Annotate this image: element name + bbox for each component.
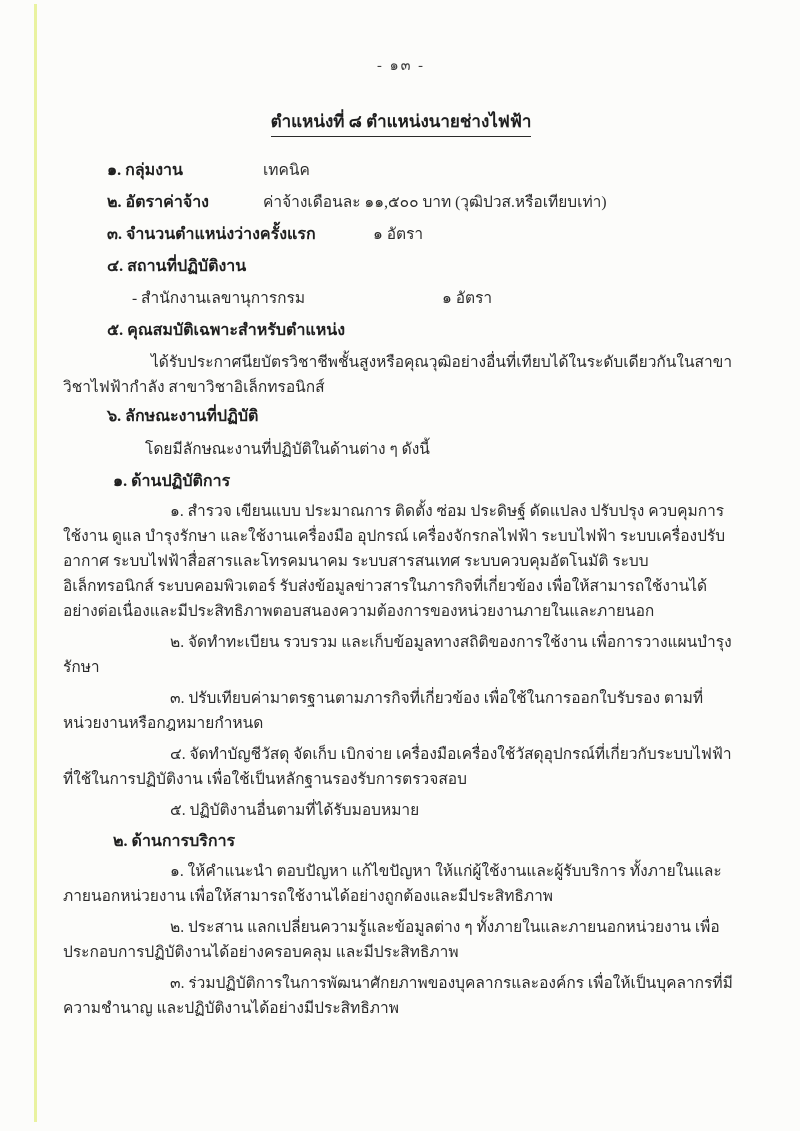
document-content	[63, 0, 739, 1027]
duties-intro: โดยมีลักษณะงานที่ปฏิบัติในด้านต่าง ๆ ดังนี้	[145, 441, 430, 458]
field-row-group	[63, 158, 739, 183]
duty-item: ๔. จัดทำบัญชีวัสดุ จัดเก็บ เบิกจ่าย เครื่องมือเครื่องใช้วัสดุอุปกรณ์ที่เกี่ยวกับระบบไฟฟ้าที่ใช้ในการปฏิบัติงาน เพื่อใช้เป็นหลักฐานรองรับการตรวจสอบ	[63, 746, 732, 788]
field-label-workplace: ๔. สถานที่ปฏิบัติงาน	[107, 258, 247, 275]
document-title	[63, 111, 739, 137]
work-location-count: ๑ อัตรา	[442, 290, 493, 307]
field-value-wage: ค่าจ้างเดือนละ ๑๑,๕๐๐ บาท (วุฒิปวส.หรือเทียบเท่า)	[263, 194, 607, 211]
duty-item: ๓. ร่วมปฏิบัติการในการพัฒนาศักยภาพของบุคลากรและองค์กร เพื่อให้เป็นบุคลากรที่มีความชำนาญ และปฏิบัติงานได้อย่างมีประสิทธิภาพ	[63, 975, 733, 1017]
field-value-group: เทคนิค	[263, 162, 310, 179]
field-label-group: ๑. กลุ่มงาน	[107, 162, 183, 179]
field-row-wage	[63, 190, 739, 215]
page-number: - ๑๓ -	[376, 58, 426, 74]
field-row-workplace	[63, 254, 739, 279]
duty-item: ๑. สำรวจ เขียนแบบ ประมาณการ ติดตั้ง ซ่อม ประดิษฐ์ ดัดแปลง ปรับปรุง ควบคุมการใช้งาน ดูแล บำรุงรักษา และใช้งานเครื่องมือ อุปกรณ์ เครื่องจักรกลไฟฟ้า ระบบไฟฟ้า ระบบเครื่องปรับอากาศ ระบบไฟฟ้าสื่อสารและโทรคมนาคม ระบบสารสนเทศ ระบบควบคุมอัตโนมัติ ระบบอิเล็กทรอนิกส์ ระบบคอมพิวเตอร์ รับส่งข้อมูลข่าวสารในภารกิจที่เกี่ยวข้อง เพื่อให้สามารถใช้งานได้อย่างต่อเนื่องและมีประสิทธิภาพตอบสนองความต้องการของหน่วยงานภายในและภายนอก	[63, 503, 726, 620]
work-location-name: - สำนักงานเลขานุการกรม	[132, 290, 306, 307]
field-value-vacancies: ๑ อัตรา	[373, 226, 424, 243]
field-label-wage: ๒. อัตราค่าจ้าง	[107, 194, 209, 211]
qualification-heading: ๕. คุณสมบัติเฉพาะสำหรับตำแหน่ง	[107, 322, 346, 339]
field-row-vacancies	[63, 222, 739, 247]
scan-edge-line	[34, 4, 37, 1122]
document-title-text: ตำแหน่งที่ ๘ ตำแหน่งนายช่างไฟฟ้า	[271, 111, 532, 137]
qualification-body: ได้รับประกาศนียบัตรวิชาชีพชั้นสูงหรือคุณวุฒิอย่างอื่นที่เทียบได้ในระดับเดียวกันในสาขาวิชาไฟฟ้ากำลัง สาขาวิชาอิเล็กทรอนิกส์	[63, 354, 733, 396]
duties-heading: ๖. ลักษณะงานที่ปฏิบัติ	[107, 408, 259, 425]
duty-item: ๒. ประสาน แลกเปลี่ยนความรู้และข้อมูลต่าง ๆ ทั้งภายในและภายนอกหน่วยงาน เพื่อประกอบการปฏิบัติงานได้อย่างครอบคลุม และมีประสิทธิภาพ	[63, 919, 720, 961]
duty-item: ๕. ปฏิบัติงานอื่นตามที่ได้รับมอบหมาย	[170, 802, 420, 819]
duties-section-2-heading: ๒. ด้านการบริการ	[113, 833, 236, 850]
duty-item: ๑. ให้คำแนะนำ ตอบปัญหา แก้ไขปัญหา ให้แก่ผู้ใช้งานและผู้รับบริการ ทั้งภายในและภายนอกหน่วยงาน เพื่อให้สามารถใช้งานได้อย่างถูกต้องและมีประสิทธิภาพ	[63, 863, 722, 905]
duties-section-1-heading: ๑. ด้านปฏิบัติการ	[113, 473, 231, 490]
field-label-vacancies: ๓. จำนวนตำแหน่งว่างครั้งแรก	[107, 226, 316, 243]
duty-item: ๓. ปรับเทียบค่ามาตรฐานตามภารกิจที่เกี่ยวข้อง เพื่อใช้ในการออกใบรับรอง ตามที่หน่วยงานหรือกฎหมายกำหนด	[63, 690, 704, 732]
duty-item: ๒. จัดทำทะเบียน รวบรวม และเก็บข้อมูลทางสถิติของการใช้งาน เพื่อการวางแผนบำรุงรักษา	[63, 634, 732, 676]
work-location-row	[63, 286, 739, 311]
